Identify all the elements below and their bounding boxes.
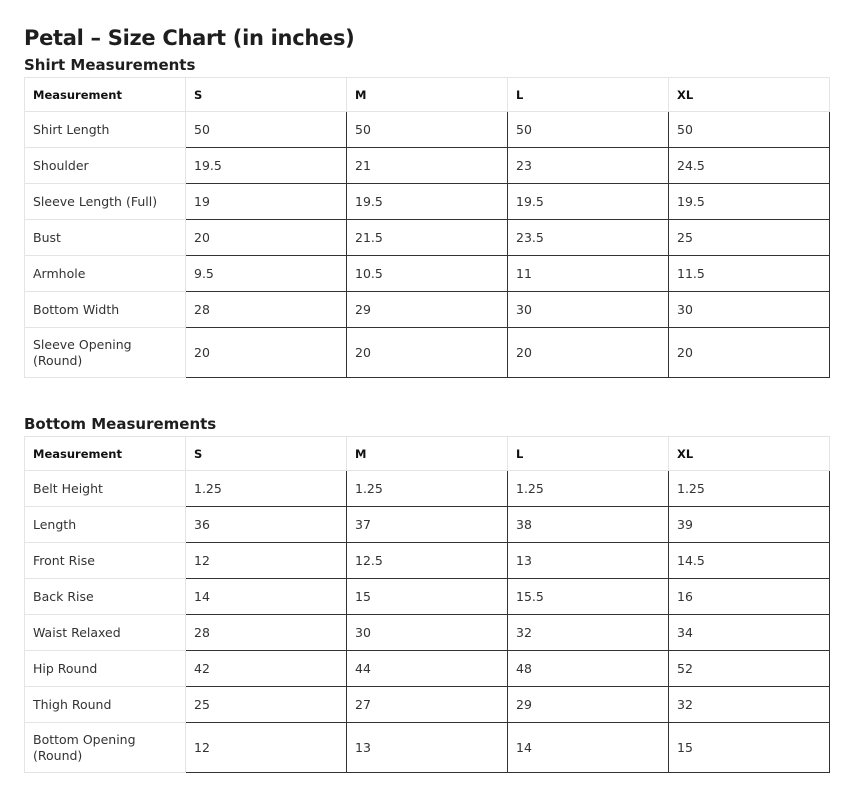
measurement-name-cell: Front Rise [25, 543, 186, 579]
measurement-name-cell: Bust [25, 220, 186, 256]
table-cell: 19 [186, 184, 347, 220]
measurement-name-cell: Shirt Length [25, 112, 186, 148]
column-header: S [186, 437, 347, 471]
table-cell: 27 [347, 687, 508, 723]
table-row [25, 256, 830, 292]
table-cell: 21 [347, 148, 508, 184]
table-cell: 20 [186, 328, 347, 378]
table-cell: 9.5 [186, 256, 347, 292]
measurement-name-cell: Bottom Width [25, 292, 186, 328]
table-cell: 25 [186, 687, 347, 723]
table-cell: 28 [186, 615, 347, 651]
table-cell: 38 [508, 507, 669, 543]
table-cell: 34 [669, 615, 830, 651]
measurement-name-cell: Bottom Opening (Round) [25, 723, 186, 773]
table-row [25, 220, 830, 256]
table-cell: 19.5 [508, 184, 669, 220]
table-cell: 50 [186, 112, 347, 148]
table-cell: 50 [347, 112, 508, 148]
table-cell: 10.5 [347, 256, 508, 292]
column-header: XL [669, 437, 830, 471]
table-cell: 16 [669, 579, 830, 615]
table-cell: 25 [669, 220, 830, 256]
table-cell: 29 [508, 687, 669, 723]
column-header: S [186, 78, 347, 112]
measurement-name-cell: Belt Height [25, 471, 186, 507]
table-cell: 12 [186, 723, 347, 773]
measurement-name-cell: Shoulder [25, 148, 186, 184]
column-header: M [347, 437, 508, 471]
table-row [25, 471, 830, 507]
table-cell: 14.5 [669, 543, 830, 579]
table-cell: 23.5 [508, 220, 669, 256]
table-cell: 14 [508, 723, 669, 773]
table-row [25, 543, 830, 579]
table-cell: 20 [186, 220, 347, 256]
table-row [25, 579, 830, 615]
table-row [25, 651, 830, 687]
table-cell: 39 [669, 507, 830, 543]
measurement-name-cell: Back Rise [25, 579, 186, 615]
table-cell: 15.5 [508, 579, 669, 615]
table-cell: 15 [347, 579, 508, 615]
table-cell: 19.5 [347, 184, 508, 220]
table-cell: 50 [508, 112, 669, 148]
table-cell: 13 [508, 543, 669, 579]
table-cell: 12.5 [347, 543, 508, 579]
table-cell: 50 [669, 112, 830, 148]
table-cell: 30 [347, 615, 508, 651]
table-cell: 19.5 [669, 184, 830, 220]
page-title: Petal – Size Chart (in inches) [24, 26, 355, 50]
table-cell: 1.25 [508, 471, 669, 507]
column-header: L [508, 78, 669, 112]
table-cell: 13 [347, 723, 508, 773]
table-cell: 30 [508, 292, 669, 328]
table-header-row [25, 78, 830, 112]
table-cell: 30 [669, 292, 830, 328]
table-cell: 15 [669, 723, 830, 773]
table-cell: 14 [186, 579, 347, 615]
measurement-name-cell: Sleeve Length (Full) [25, 184, 186, 220]
table-cell: 32 [669, 687, 830, 723]
column-header: M [347, 78, 508, 112]
measurement-name-cell: Thigh Round [25, 687, 186, 723]
table-row [25, 184, 830, 220]
table-row [25, 148, 830, 184]
table-row [25, 507, 830, 543]
table-cell: 1.25 [669, 471, 830, 507]
table-cell: 23 [508, 148, 669, 184]
table-cell: 24.5 [669, 148, 830, 184]
column-header: Measurement [25, 437, 186, 471]
table-cell: 1.25 [347, 471, 508, 507]
measurement-name-cell: Sleeve Opening (Round) [25, 328, 186, 378]
table-cell: 29 [347, 292, 508, 328]
table-row [25, 328, 830, 378]
table-cell: 52 [669, 651, 830, 687]
shirt-section-title: Shirt Measurements [24, 56, 196, 74]
table-cell: 19.5 [186, 148, 347, 184]
table-row [25, 292, 830, 328]
table-row [25, 112, 830, 148]
table-cell: 32 [508, 615, 669, 651]
table-cell: 11 [508, 256, 669, 292]
column-header: L [508, 437, 669, 471]
measurement-name-cell: Waist Relaxed [25, 615, 186, 651]
table-header-row [25, 437, 830, 471]
table-cell: 42 [186, 651, 347, 687]
table-cell: 48 [508, 651, 669, 687]
table-cell: 28 [186, 292, 347, 328]
measurement-name-cell: Armhole [25, 256, 186, 292]
table-cell: 36 [186, 507, 347, 543]
table-cell: 44 [347, 651, 508, 687]
measurement-name-cell: Length [25, 507, 186, 543]
table-row [25, 723, 830, 773]
table-cell: 20 [669, 328, 830, 378]
table-cell: 1.25 [186, 471, 347, 507]
table-cell: 21.5 [347, 220, 508, 256]
column-header: XL [669, 78, 830, 112]
table-cell: 12 [186, 543, 347, 579]
measurement-name-cell: Hip Round [25, 651, 186, 687]
column-header: Measurement [25, 78, 186, 112]
shirt-measurements-table [24, 77, 830, 378]
table-row [25, 615, 830, 651]
bottom-measurements-table [24, 436, 830, 773]
table-row [25, 687, 830, 723]
table-cell: 20 [508, 328, 669, 378]
table-cell: 20 [347, 328, 508, 378]
bottom-section-title: Bottom Measurements [24, 415, 217, 433]
table-cell: 37 [347, 507, 508, 543]
table-cell: 11.5 [669, 256, 830, 292]
